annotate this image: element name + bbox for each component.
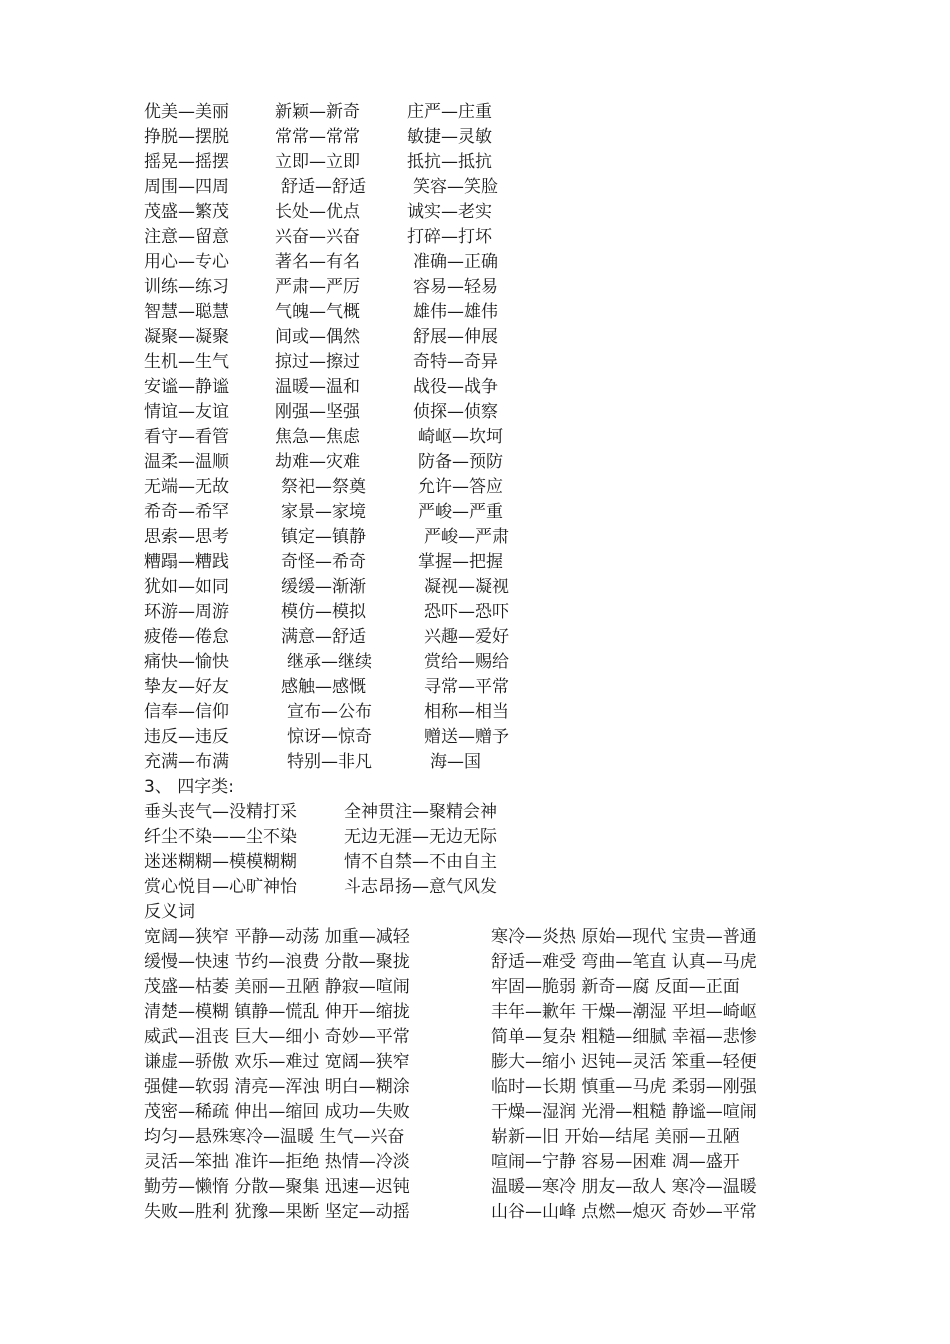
- synonym-pair: 新颖—新奇: [275, 102, 360, 122]
- synonym-pair: 用心—专心: [144, 252, 229, 272]
- synonym-pair: 舒适—舒适: [281, 177, 366, 197]
- idiom-pair: 迷迷糊糊—模模糊糊: [144, 852, 297, 872]
- synonym-pair: 凝视—凝视: [424, 577, 509, 597]
- synonym-pair: 继承—继续: [287, 652, 372, 672]
- synonym-pair: 奇特—奇异: [413, 352, 498, 372]
- synonym-pair: 挚友—好友: [144, 677, 229, 697]
- antonym-row: 寒冷—炎热 原始—现代 宝贵—普通: [491, 927, 757, 947]
- synonym-pair: 兴奋—兴奋: [275, 227, 360, 247]
- idiom-pair: 垂头丧气—没精打采: [144, 802, 297, 822]
- synonym-pair: 摇晃—摇摆: [144, 152, 229, 172]
- idiom-pair: 纤尘不染——尘不染: [144, 827, 297, 847]
- antonym-row: 崭新—旧 开始—结尾 美丽—丑陋: [491, 1127, 740, 1147]
- synonym-pair: 海—国: [430, 752, 481, 772]
- synonym-pair: 长处—优点: [275, 202, 360, 222]
- synonym-pair: 允许—答应: [418, 477, 503, 497]
- idiom-pair: 全神贯注—聚精会神: [344, 802, 497, 822]
- synonym-pair: 安谧—静谧: [144, 377, 229, 397]
- synonym-pair: 模仿—模拟: [281, 602, 366, 622]
- antonym-row: 清楚—模糊 镇静—慌乱 伸开—缩拢: [144, 1002, 410, 1022]
- synonym-pair: 赏给—赐给: [424, 652, 509, 672]
- idiom-pair: 情不自禁—不由自主: [344, 852, 497, 872]
- synonym-pair: 准确—正确: [413, 252, 498, 272]
- synonym-pair: 犹如—如同: [144, 577, 229, 597]
- synonym-pair: 训练—练习: [144, 277, 229, 297]
- synonym-pair: 家景—家境: [281, 502, 366, 522]
- synonym-pair: 注意—留意: [144, 227, 229, 247]
- antonym-row: 缓慢—快速 节约—浪费 分散—聚拢: [144, 952, 410, 972]
- synonym-pair: 挣脱—摆脱: [144, 127, 229, 147]
- synonym-pair: 笑容—笑脸: [413, 177, 498, 197]
- antonyms-heading-text: 反义词: [144, 902, 195, 922]
- synonym-pair: 疲倦—倦怠: [144, 627, 229, 647]
- antonym-row: 温暖—寒冷 朋友—敌人 寒冷—温暖: [491, 1177, 757, 1197]
- synonym-pair: 糟蹋—糟践: [144, 552, 229, 572]
- synonym-pair: 无端—无故: [144, 477, 229, 497]
- synonym-pair: 温柔—温顺: [144, 452, 229, 472]
- antonym-row: 强健—软弱 清亮—浑浊 明白—糊涂: [144, 1077, 410, 1097]
- synonym-pair: 容易—轻易: [413, 277, 498, 297]
- synonym-pair: 劫难—灾难: [275, 452, 360, 472]
- synonym-pair: 刚强—坚强: [275, 402, 360, 422]
- synonym-pair: 恐吓—恐吓: [424, 602, 509, 622]
- synonym-pair: 思索—思考: [144, 527, 229, 547]
- synonym-pair: 感触—感慨: [281, 677, 366, 697]
- synonym-pair: 希奇—希罕: [144, 502, 229, 522]
- synonym-pair: 掠过—擦过: [275, 352, 360, 372]
- synonym-pair: 气魄—气概: [275, 302, 360, 322]
- synonym-pair: 严肃—严厉: [275, 277, 360, 297]
- antonym-row: 山谷—山峰 点燃—熄灭 奇妙—平常: [491, 1202, 757, 1222]
- synonym-pair: 侦探—侦察: [413, 402, 498, 422]
- synonym-pair: 周围—四周: [144, 177, 229, 197]
- synonym-pair: 缓缓—渐渐: [281, 577, 366, 597]
- synonym-pair: 著名—有名: [275, 252, 360, 272]
- antonym-row: 简单—复杂 粗糙—细腻 幸福—悲惨: [491, 1027, 757, 1047]
- synonym-pair: 舒展—伸展: [413, 327, 498, 347]
- synonym-pair: 严峻—严肃: [424, 527, 509, 547]
- synonym-pair: 寻常—平常: [424, 677, 509, 697]
- synonym-pair: 敏捷—灵敏: [407, 127, 492, 147]
- synonym-pair: 违反—违反: [144, 727, 229, 747]
- synonym-pair: 打碎—打坏: [407, 227, 492, 247]
- synonym-pair: 雄伟—雄伟: [413, 302, 498, 322]
- synonym-pair: 信奉—信仰: [144, 702, 229, 722]
- synonym-pair: 茂盛—繁茂: [144, 202, 229, 222]
- antonym-row: 谦虚—骄傲 欢乐—难过 宽阔—狭窄: [144, 1052, 410, 1072]
- synonym-pair: 祭祀—祭奠: [281, 477, 366, 497]
- antonym-row: 膨大—缩小 迟钝—灵活 笨重—轻便: [491, 1052, 757, 1072]
- idiom-pair: 赏心悦目—心旷神怡: [144, 877, 297, 897]
- antonym-row: 丰年—歉年 干燥—潮湿 平坦—崎岖: [491, 1002, 757, 1022]
- synonym-pair: 严峻—严重: [418, 502, 503, 522]
- synonym-pair: 庄严—庄重: [407, 102, 492, 122]
- synonym-pair: 诚实—老实: [407, 202, 492, 222]
- antonym-row: 舒适—难受 弯曲—笔直 认真—马虎: [491, 952, 757, 972]
- synonym-pair: 充满—布满: [144, 752, 229, 772]
- section-heading-text: 3、 四字类:: [144, 777, 234, 797]
- synonym-pair: 环游—周游: [144, 602, 229, 622]
- synonym-pair: 特别—非凡: [287, 752, 372, 772]
- antonym-row: 茂盛—枯萎 美丽—丑陋 静寂—喧闹: [144, 977, 410, 997]
- idiom-pair: 斗志昂扬—意气风发: [344, 877, 497, 897]
- synonym-pair: 兴趣—爱好: [424, 627, 509, 647]
- antonym-row: 牢固—脆弱 新奇—腐 反面—正面: [491, 977, 740, 997]
- antonym-row: 威武—沮丧 巨大—细小 奇妙—平常: [144, 1027, 410, 1047]
- synonym-pair: 焦急—焦虑: [275, 427, 360, 447]
- synonym-pair: 情谊—友谊: [144, 402, 229, 422]
- synonym-pair: 间或—偶然: [275, 327, 360, 347]
- synonym-pair: 赠送—赠予: [424, 727, 509, 747]
- antonym-row: 均匀—悬殊寒冷—温暖 生气—兴奋: [144, 1127, 405, 1147]
- synonym-pair: 凝聚—凝聚: [144, 327, 229, 347]
- antonym-row: 干燥—湿润 光滑—粗糙 静谧—喧闹: [491, 1102, 757, 1122]
- synonym-pair: 镇定—镇静: [281, 527, 366, 547]
- antonym-row: 宽阔—狭窄 平静—动荡 加重—减轻: [144, 927, 410, 947]
- synonym-pair: 防备—预防: [418, 452, 503, 472]
- synonym-pair: 看守—看管: [144, 427, 229, 447]
- synonym-pair: 相称—相当: [424, 702, 509, 722]
- antonym-row: 喧闹—宁静 容易—困难 凋—盛开: [491, 1152, 740, 1172]
- antonym-row: 灵活—笨拙 准许—拒绝 热情—冷淡: [144, 1152, 410, 1172]
- synonym-pair: 宣布—公布: [287, 702, 372, 722]
- antonym-row: 临时—长期 慎重—马虎 柔弱—刚强: [491, 1077, 757, 1097]
- synonym-pair: 温暖—温和: [275, 377, 360, 397]
- synonym-pair: 立即—立即: [275, 152, 360, 172]
- synonym-pair: 生机—生气: [144, 352, 229, 372]
- synonym-pair: 奇怪—希奇: [281, 552, 366, 572]
- synonym-pair: 惊讶—惊奇: [287, 727, 372, 747]
- synonym-pair: 满意—舒适: [281, 627, 366, 647]
- antonym-row: 失败—胜利 犹豫—果断 坚定—动摇: [144, 1202, 410, 1222]
- synonym-pair: 智慧—聪慧: [144, 302, 229, 322]
- synonym-pair: 崎岖—坎坷: [418, 427, 503, 447]
- antonym-row: 茂密—稀疏 伸出—缩回 成功—失败: [144, 1102, 410, 1122]
- synonym-pair: 常常—常常: [275, 127, 360, 147]
- antonym-row: 勤劳—懒惰 分散—聚集 迅速—迟钝: [144, 1177, 410, 1197]
- synonym-pair: 战役—战争: [413, 377, 498, 397]
- idiom-pair: 无边无涯—无边无际: [344, 827, 497, 847]
- synonym-pair: 抵抗—抵抗: [407, 152, 492, 172]
- synonym-pair: 掌握—把握: [418, 552, 503, 572]
- synonym-pair: 痛快—愉快: [144, 652, 229, 672]
- synonym-pair: 优美—美丽: [144, 102, 229, 122]
